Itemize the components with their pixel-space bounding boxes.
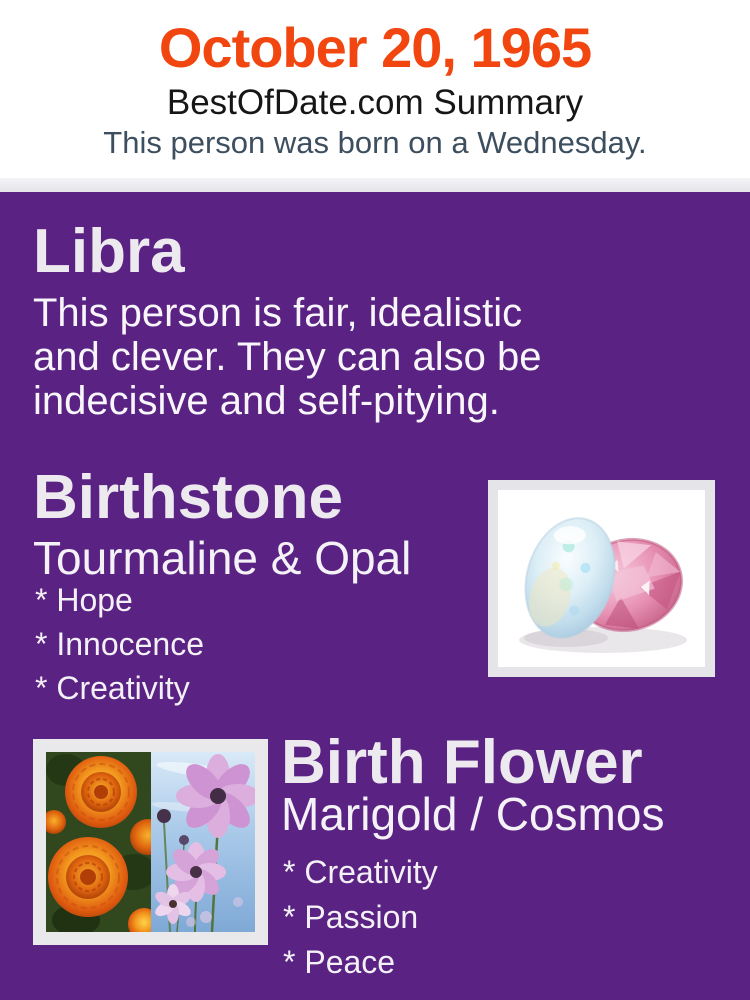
zodiac-sign-heading: Libra xyxy=(33,217,185,286)
birthstone-trait: * Innocence xyxy=(35,626,205,662)
zodiac-description xyxy=(33,291,541,423)
zodiac-description-line: indecisive and self-pitying. xyxy=(33,379,500,423)
birthstone-trait-list xyxy=(35,578,204,710)
birth-flower-trait-list xyxy=(283,850,438,985)
birth-flower-photo-frame xyxy=(33,739,268,945)
weekday-note: This person was born on a Wednesday. xyxy=(103,125,647,160)
birthstone-heading: Birthstone xyxy=(33,463,343,532)
birthstone-trait: * Hope xyxy=(35,582,133,618)
birthstone-photo-frame xyxy=(488,480,715,677)
zodiac-description-line: and clever. They can also be xyxy=(33,335,542,379)
birthstone-trait: * Creativity xyxy=(35,670,190,706)
date-title: October 20, 1965 xyxy=(158,16,592,79)
zodiac-description-line: This person is fair, idealistic xyxy=(33,291,523,335)
birth-flower-names: Marigold / Cosmos xyxy=(281,788,665,840)
site-summary: BestOfDate.com Summary xyxy=(166,83,584,122)
header xyxy=(0,0,750,178)
opal-tourmaline-illustration xyxy=(498,490,705,667)
birth-flower-heading: Birth Flower xyxy=(281,728,643,797)
marigold-cosmos-illustration xyxy=(46,752,255,932)
birth-flower-trait: * Peace xyxy=(283,944,396,980)
birthstone-names: Tourmaline & Opal xyxy=(33,532,412,584)
header-divider xyxy=(0,178,750,192)
birth-flower-trait: * Passion xyxy=(283,899,419,935)
birth-flower-trait: * Creativity xyxy=(283,854,438,890)
